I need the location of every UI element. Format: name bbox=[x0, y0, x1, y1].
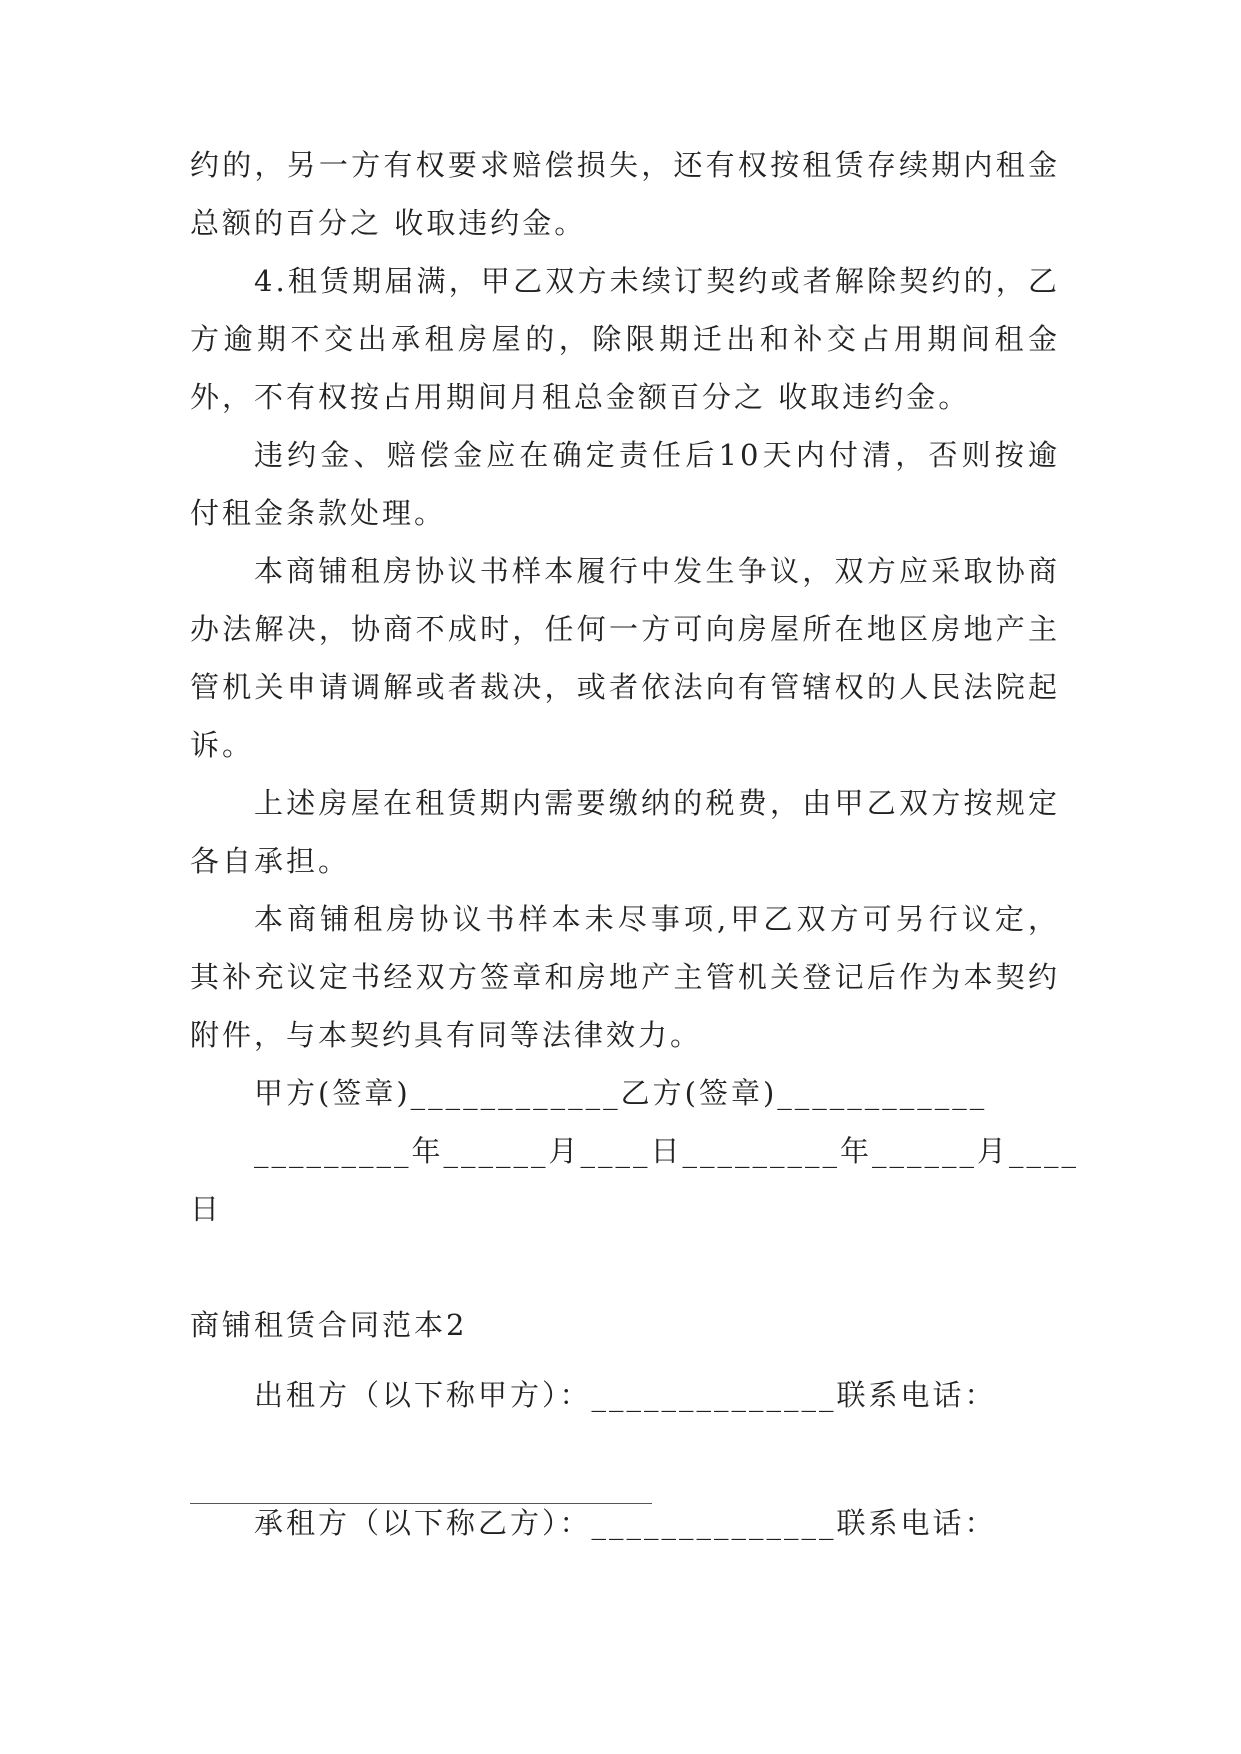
paragraph-supplementary: 本商铺租房协议书样本未尽事项,甲乙双方可另行议定，其补充议定书经双方签章和房地产主管机关登记后作为本契约附件，与本契约具有同等法律效力。 bbox=[190, 902, 1060, 1052]
paragraph-dispute-resolution: 本商铺租房协议书样本履行中发生争议，双方应采取协商办法解决，协商不成时，任何一方可向房屋所在地区房地产主管机关申请调解或者裁决，或者依法向有管辖权的人民法院起诉。 bbox=[190, 554, 1060, 762]
date-line: _________年______月____日_________年______月____ bbox=[254, 1134, 1080, 1168]
paragraph-taxes: 上述房屋在租赁期内需要缴纳的税费，由甲乙双方按规定各自承担。 bbox=[190, 786, 1060, 878]
section-gap bbox=[190, 1238, 1060, 1296]
signature-line: 甲方(签章)____________乙方(签章)____________ bbox=[254, 1076, 988, 1110]
paragraph-payment-deadline: 违约金、赔偿金应在确定责任后10天内付清，否则按逾付租金条款处理。 bbox=[190, 438, 1060, 530]
lessee-line: 承租方（以下称乙方）：______________联系电话： bbox=[254, 1506, 997, 1540]
paragraph-penalty-continued: 约的，另一方有权要求赔偿损失，还有权按租赁存续期内租金总额的百分之 收取违约金。 bbox=[190, 148, 1060, 240]
date-line-tail: 日 bbox=[190, 1192, 223, 1226]
section-title: 商铺租赁合同范本2 bbox=[190, 1308, 468, 1342]
paragraph-lease-expiry: 4.租赁期届满，甲乙双方未续订契约或者解除契约的，乙方逾期不交出承租房屋的，除限期迁出和补交占用期间租金外，不有权按占用期间月租总金额百分之 收取违约金。 bbox=[190, 264, 1060, 414]
lessee-block bbox=[190, 1494, 1060, 1552]
document-body bbox=[190, 136, 1080, 1424]
lessor-line: 出租方（以下称甲方）：______________联系电话： bbox=[254, 1378, 997, 1412]
